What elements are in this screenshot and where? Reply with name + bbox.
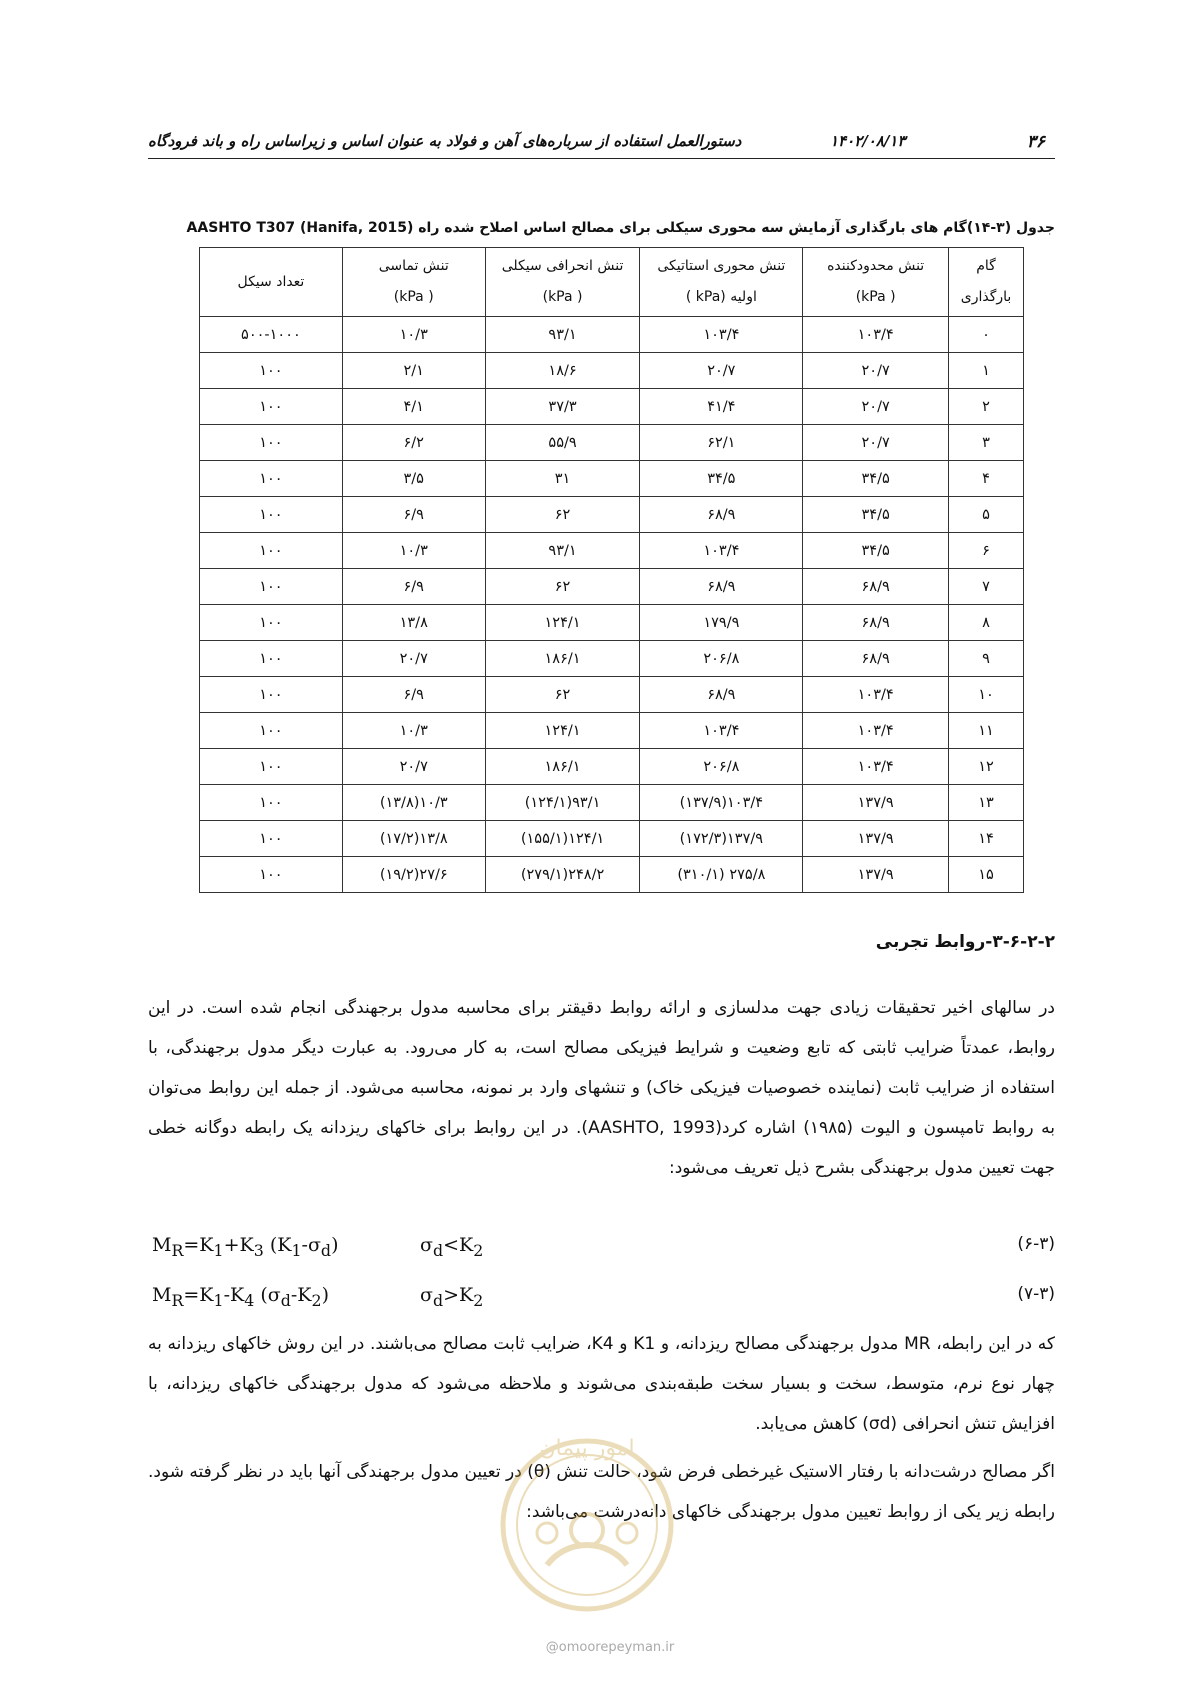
table-cell: ۱۳۷/۹	[803, 857, 949, 893]
table-cell: ۱۰۳/۴(۱۳۷/۹)	[640, 785, 803, 821]
table-cell: ۱۰۰	[200, 425, 343, 461]
table-cell: ۹۳/۱	[485, 533, 640, 569]
table-body	[200, 317, 1024, 893]
table-row	[200, 821, 1024, 857]
table-cell: ۱۳/۸	[342, 605, 485, 641]
table-caption: جدول (۳-۱۴)گام های بارگذاری آزمایش سه محوری سیکلی برای مصالح اساس اصلاح شده راه AASHTO T307 (Hanifa, 2015)	[186, 220, 1055, 236]
column-header-line2: ( kPa)	[855, 289, 896, 305]
page-number: ۳۶	[1026, 132, 1045, 152]
table-cell: ۱۰	[949, 677, 1024, 713]
column-header	[949, 248, 1024, 317]
column-header-line2: ( kPa)	[393, 289, 434, 305]
table-cell: ۱۰۰	[200, 821, 343, 857]
table-cell: ۳۴/۵	[640, 461, 803, 497]
table-cell: ۱۰/۳	[342, 713, 485, 749]
table-cell: ۱۰۳/۴	[640, 317, 803, 353]
table-row	[200, 317, 1024, 353]
table-cell: ۲۰۶/۸	[640, 641, 803, 677]
table-cell: ۱۵	[949, 857, 1024, 893]
column-header-line2: اولیه (kPa )	[685, 289, 757, 305]
table-cell: ۱	[949, 353, 1024, 389]
table-row	[200, 749, 1024, 785]
column-header	[200, 248, 343, 317]
table-cell: ۱۰۰	[200, 713, 343, 749]
table-cell: ۶/۹	[342, 569, 485, 605]
table-cell: ۲۷/۶(۱۹/۲)	[342, 857, 485, 893]
table-cell: ۱۰۰	[200, 533, 343, 569]
table-cell: ۲۰/۷	[803, 425, 949, 461]
table-cell: ۶/۹	[342, 497, 485, 533]
table-cell: ۱۷۹/۹	[640, 605, 803, 641]
table-cell: ۱۳	[949, 785, 1024, 821]
table-cell: ۱۰۳/۴	[803, 713, 949, 749]
table-cell: ۱۰۰	[200, 785, 343, 821]
table-cell: ۱۳۷/۹(۱۷۲/۳)	[640, 821, 803, 857]
table-cell: ۱۰۳/۴	[803, 317, 949, 353]
table-row	[200, 677, 1024, 713]
table-cell: ۲۰/۷	[640, 353, 803, 389]
watermark-site: @omoorepeyman.ir	[545, 1640, 675, 1655]
table-cell: ۱۰۳/۴	[640, 713, 803, 749]
equation-7-3	[152, 1284, 1055, 1316]
table-cell: ۲۴۸/۲(۲۷۹/۱)	[485, 857, 640, 893]
table-cell: ۱۸۶/۱	[485, 641, 640, 677]
table-cell: ۳	[949, 425, 1024, 461]
table-cell: ۲۰/۷	[342, 749, 485, 785]
table-row	[200, 569, 1024, 605]
table-cell: ۶۸/۹	[640, 569, 803, 605]
table-cell: ۱۰۰	[200, 857, 343, 893]
seal-text: امور پیمان	[539, 1436, 635, 1461]
table-cell: ۱۱	[949, 713, 1024, 749]
equation-condition: $\sigma_d>K_2$	[420, 1284, 484, 1310]
equation-number: (۷-۳)	[1017, 1284, 1055, 1304]
table-cell: ۲/۱	[342, 353, 485, 389]
table-cell: ۱۰۰	[200, 353, 343, 389]
table-cell: ۱۰۰	[200, 677, 343, 713]
paragraph-2: که در این رابطه، MR مدول برجهندگی مصالح ریزدانه، و K1 و K4، ضرایب ثابت مصالح می‌باشند. در این روش خاکهای ریزدانه به چهار نوع نرم، متوسط، سخت و بسیار سخت طبقه‌بندی می‌شوند و ملاحظه می‌شود که مدول برجهندگی خاکهای ریزدانه، با افزایش تنش انحرافی (σd) کاهش می‌یابد.	[148, 1334, 1055, 1434]
table-cell: ۲۷۵/۸ (۳۱۰/۱)	[640, 857, 803, 893]
column-header	[640, 248, 803, 317]
table-cell: ۳۴/۵	[803, 497, 949, 533]
paragraph-1: در سالهای اخیر تحقیقات زیادی جهت مدلسازی و ارائه روابط دقیقتر برای محاسبه مدول برجهندگی انجام شده است. در این روابط، عمدتاً ضرایب ثابتی که تابع وضعیت و شرایط فیزیکی مصالح است، به کار می‌رود. به عبارت دیگر مدول برجهندگی، با استفاده از ضرایب ثابت (نماینده خصوصیات فیزیکی خاک) و تنشهای وارد بر نمونه، محاسبه می‌شود. از جمله این روابط می‌توان به روابط تامپسون و الیوت (۱۹۸۵) اشاره کرد(AASHTO, 1993). در این روابط برای خاکهای ریزدانه یک رابطه دوگانه خطی جهت تعیین مدول برجهندگی بشرح ذیل تعریف می‌شود:	[148, 998, 1055, 1178]
table-cell: ۴	[949, 461, 1024, 497]
table-cell: ۱۲۴/۱	[485, 605, 640, 641]
table-cell: ۷	[949, 569, 1024, 605]
seal-watermark	[492, 1415, 682, 1615]
table-cell: ۱۰۰	[200, 461, 343, 497]
table-cell: ۱۴	[949, 821, 1024, 857]
table-row	[200, 533, 1024, 569]
column-header-line1: تنش محوری استاتیکی	[657, 258, 786, 274]
table-cell: ۱۰۰	[200, 497, 343, 533]
table-cell: ۶۲	[485, 677, 640, 713]
table-cell: ۶۸/۹	[640, 497, 803, 533]
table-cell: ۶۲	[485, 569, 640, 605]
table-cell: ۱۰/۳	[342, 533, 485, 569]
table-cell: ۱۳۷/۹	[803, 785, 949, 821]
table-cell: ۱۰/۳(۱۳/۸)	[342, 785, 485, 821]
table-cell: ۱۰۰	[200, 605, 343, 641]
equation-lhs: $M_R=K_1+K_3$ $(K_1-\sigma_d)$	[152, 1234, 339, 1260]
table-cell: ۱۰۰	[200, 389, 343, 425]
table-cell: ۵۰۰-۱۰۰۰	[200, 317, 343, 353]
table-cell: ۶۸/۹	[803, 605, 949, 641]
table-row	[200, 857, 1024, 893]
table-cell: ۱۸۶/۱	[485, 749, 640, 785]
table-cell: ۳۱	[485, 461, 640, 497]
table-cell: ۶۸/۹	[803, 569, 949, 605]
table-cell: ۱۰۰	[200, 749, 343, 785]
table-cell: ۹۳/۱	[485, 317, 640, 353]
column-header-line1: تنش محدودکننده	[827, 258, 925, 274]
table-cell: ۱۰۳/۴	[803, 749, 949, 785]
table-cell: ۱۸/۶	[485, 353, 640, 389]
page-header	[148, 128, 1055, 159]
table-cell: ۱۲۴/۱(۱۵۵/۱)	[485, 821, 640, 857]
table-cell: ۲۰/۷	[803, 389, 949, 425]
equation-6-3	[152, 1234, 1055, 1266]
table-cell: ۶۲/۱	[640, 425, 803, 461]
table-header-row	[200, 248, 1024, 317]
equation-number: (۶-۳)	[1017, 1234, 1055, 1254]
table-cell: ۶/۹	[342, 677, 485, 713]
column-header-line2: بارگذاری	[960, 289, 1012, 305]
table-cell: ۹۳/۱(۱۲۴/۱)	[485, 785, 640, 821]
table-row	[200, 713, 1024, 749]
table-cell: ۱۰۳/۴	[803, 677, 949, 713]
table-cell: ۱۰۰	[200, 641, 343, 677]
table-cell: ۱۲۴/۱	[485, 713, 640, 749]
table-cell: ۳/۵	[342, 461, 485, 497]
table-cell: ۳۷/۳	[485, 389, 640, 425]
table-cell: ۲۰۶/۸	[640, 749, 803, 785]
column-header-line1: تنش انحرافی سیکلی	[501, 258, 624, 274]
table-cell: ۳۴/۵	[803, 461, 949, 497]
table-cell: ۶۸/۹	[640, 677, 803, 713]
table-cell: ۱۰۰	[200, 569, 343, 605]
equation-condition: $\sigma_d<K_2$	[420, 1234, 484, 1260]
table-cell: ۵۵/۹	[485, 425, 640, 461]
table-cell: ۱۲	[949, 749, 1024, 785]
table-cell: ۴/۱	[342, 389, 485, 425]
column-header-line1: گام	[976, 258, 996, 274]
table-cell: ۴۱/۴	[640, 389, 803, 425]
table-cell: ۱۰۳/۴	[640, 533, 803, 569]
table-cell: ۶۲	[485, 497, 640, 533]
section-heading: ۳-۶-۲-۲-روابط تجربی	[875, 932, 1055, 952]
table-cell: ۶/۲	[342, 425, 485, 461]
table-cell: ۱۰/۳	[342, 317, 485, 353]
table-cell: ۳۴/۵	[803, 533, 949, 569]
column-header	[803, 248, 949, 317]
table-cell: ۸	[949, 605, 1024, 641]
equation-lhs: $M_R=K_1-K_4$ $(\sigma_d-K_2)$	[152, 1284, 329, 1310]
table-row	[200, 425, 1024, 461]
header-date: ۱۴۰۲/۰۸/۱۳	[830, 132, 906, 150]
table-row	[200, 785, 1024, 821]
table-row	[200, 353, 1024, 389]
table-cell: ۵	[949, 497, 1024, 533]
column-header-line2: ( kPa)	[542, 289, 583, 305]
paragraph-3: اگر مصالح درشت‌دانه با رفتار الاستیک غیرخطی فرض شود، حالت تنش (θ) در تعیین مدول برجهندگی آنها باید در نظر گرفته شود. رابطه زیر یکی از روابط تعیین مدول برجهندگی خاکهای دانه‌درشت می‌باشد:	[148, 1462, 1055, 1522]
table-cell: ۲۰/۷	[803, 353, 949, 389]
table-cell: ۱۳/۸(۱۷/۲)	[342, 821, 485, 857]
table-row	[200, 605, 1024, 641]
table-row	[200, 641, 1024, 677]
column-header-line1: تعداد سیکل	[237, 273, 305, 290]
table-cell: ۲۰/۷	[342, 641, 485, 677]
table-cell: ۱۳۷/۹	[803, 821, 949, 857]
table-cell: ۶۸/۹	[803, 641, 949, 677]
header-title: دستورالعمل استفاده از سرباره‌های آهن و فولاد به عنوان اساس و زیراساس راه و باند فرودگاه	[148, 132, 742, 150]
table-cell: ۲	[949, 389, 1024, 425]
column-header	[342, 248, 485, 317]
table-row	[200, 461, 1024, 497]
table-row	[200, 389, 1024, 425]
column-header	[485, 248, 640, 317]
table-cell: ۰	[949, 317, 1024, 353]
loading-steps-table	[199, 247, 1024, 893]
table-row	[200, 497, 1024, 533]
table-cell: ۶	[949, 533, 1024, 569]
column-header-line1: تنش تماسی	[378, 258, 449, 274]
table-cell: ۹	[949, 641, 1024, 677]
